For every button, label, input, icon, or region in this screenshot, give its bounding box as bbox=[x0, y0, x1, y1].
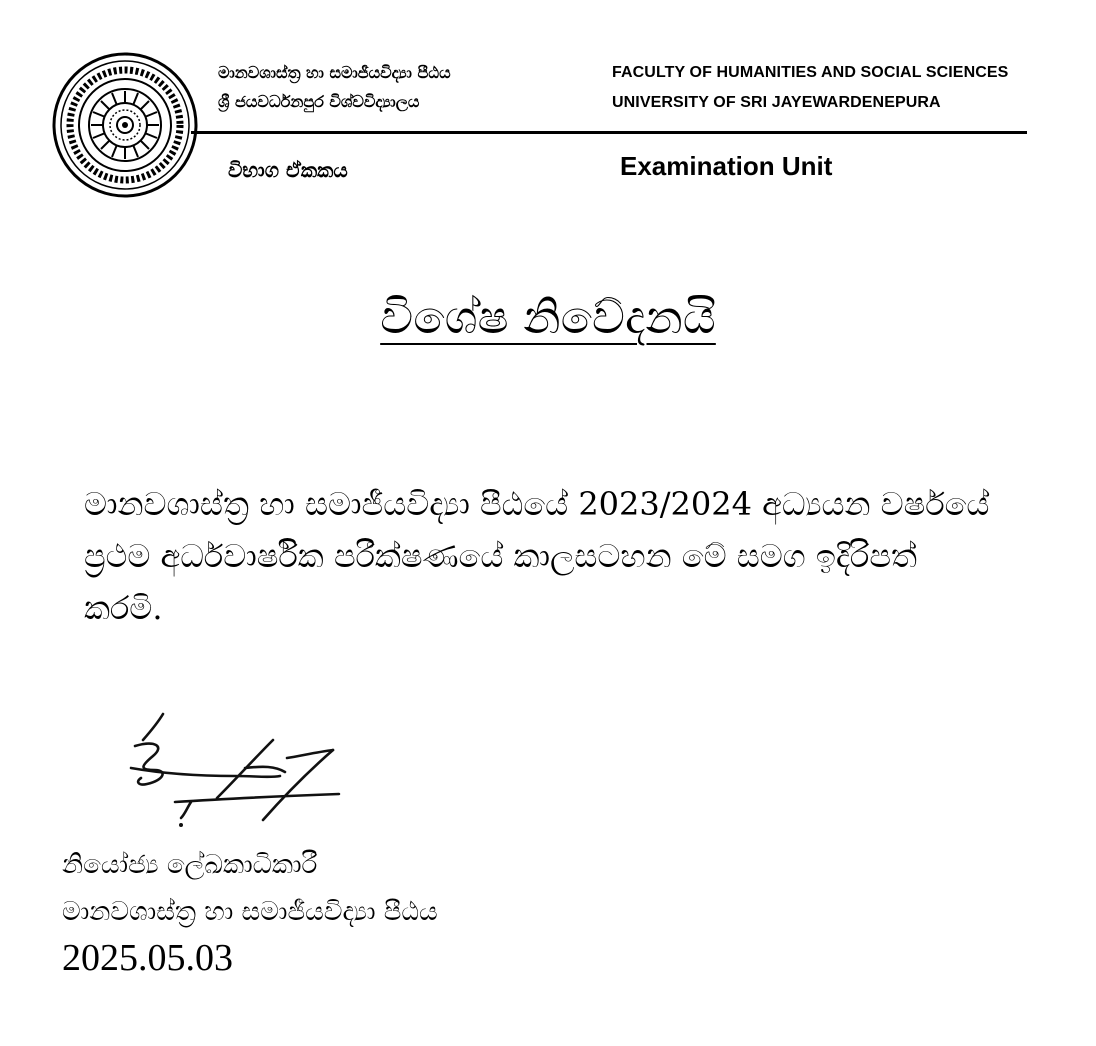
university-seal-logo bbox=[50, 50, 200, 200]
unit-name-english: Examination Unit bbox=[620, 151, 833, 181]
notice-title bbox=[0, 290, 1096, 346]
university-name-sinhala: ශ්‍රී ජයවර්ධනපුර විශ්වවිද්‍යාලය bbox=[218, 92, 420, 111]
notice-date: 2025.05.03 bbox=[62, 937, 233, 979]
faculty-name-sinhala: මානවශාස්ත්‍ර හා සමාජීයවිද්‍යා පීඨය bbox=[218, 63, 451, 82]
signatory-role: නියෝජ්‍ය ලේඛකාධිකාරී bbox=[62, 850, 318, 880]
handwritten-signature bbox=[95, 710, 375, 845]
unit-name-sinhala: විභාග ඒකකය bbox=[228, 158, 348, 182]
signatory-faculty: මානවශාස්ත්‍ර හා සමාජීයවිද්‍යා පීඨය bbox=[62, 897, 438, 927]
notice-title-text: විශේෂ නිවේදනයි bbox=[380, 290, 716, 344]
notice-body: මානවශාස්ත්‍ර හා සමාජීයවිද්‍යා පීඨයේ 2023/2024 අධ්‍යයන වර්ෂයේ ප්‍රථම අර්ධවාර්ෂික පරීක්ෂණයේ කාලසටහන මේ සමග ඉදිරිපත් කරමි. bbox=[84, 485, 990, 627]
header-divider bbox=[191, 131, 1027, 134]
university-name-english: UNIVERSITY OF SRI JAYEWARDENEPURA bbox=[612, 94, 941, 111]
faculty-name-english: FACULTY OF HUMANITIES AND SOCIAL SCIENCES bbox=[612, 64, 1009, 81]
